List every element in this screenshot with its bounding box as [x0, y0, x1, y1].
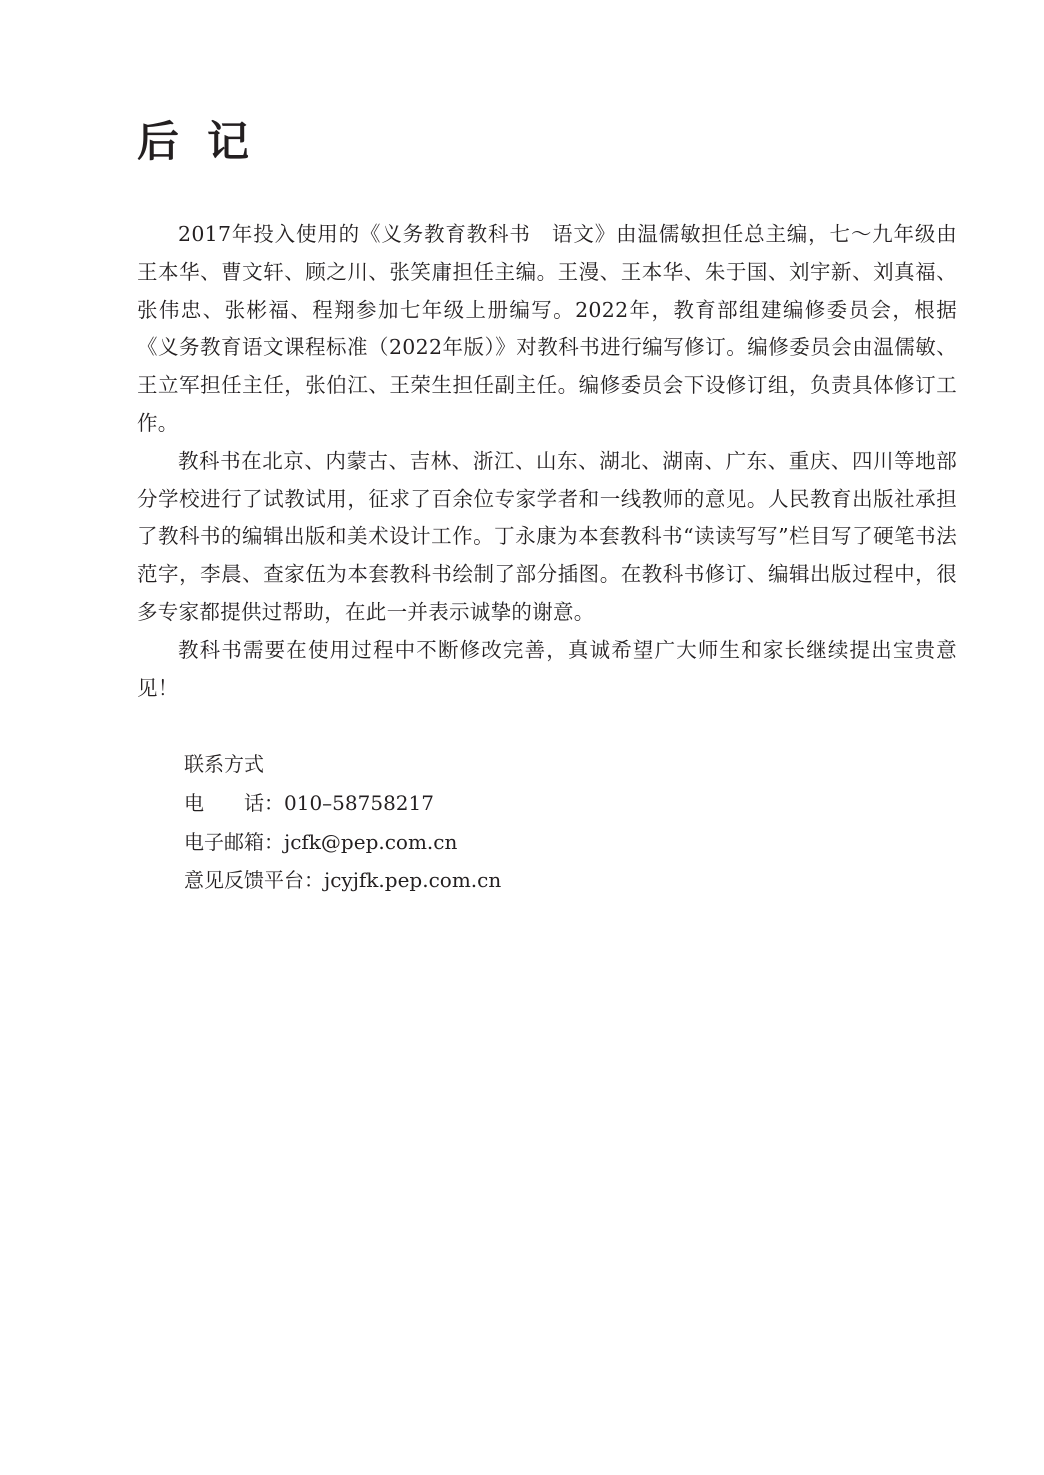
contact-heading: 联系方式 [184, 752, 264, 776]
paragraph-acknowledgements: 教科书在北京、内蒙古、吉林、浙江、山东、湖北、湖南、广东、重庆、四川等地部分学校进行了试教试用，征求了百余位专家学者和一线教师的意见。人民教育出版社承担了教科书的编辑出版和美术设计工作。丁永康为本套教科书“读读写写”栏目写了硬笔书法范字，李晨、查家伍为本套教科书绘制了部分插图。在教科书修订、编辑出版过程中，很多专家都提供过帮助，在此一并表示诚挚的谢意。 [137, 448, 957, 624]
phone-label: 电 话： [184, 790, 284, 815]
paragraph-feedback-request: 教科书需要在使用过程中不断修改完善，真诚希望广大师生和家长继续提出宝贵意见！ [137, 637, 957, 700]
afterword-body [137, 216, 957, 707]
contact-section [184, 745, 784, 900]
phone-value: 010–58758217 [284, 790, 434, 815]
email-label: 电子邮箱： [184, 829, 284, 854]
email-value[interactable]: jcfk@pep.com.cn [284, 829, 458, 854]
contact-phone [184, 784, 784, 823]
contact-feedback-platform [184, 861, 784, 900]
contact-email [184, 823, 784, 862]
page-title: 后记 [137, 117, 278, 166]
feedback-platform-value[interactable]: jcyjfk.pep.com.cn [324, 868, 502, 893]
paragraph-editors: 2017年投入使用的《义务教育教科书 语文》由温儒敏担任总主编，七～九年级由王本华、曹文轩、顾之川、张笑庸担任主编。王漫、王本华、朱于国、刘宇新、刘真福、张伟忠、张彬福、程翔参加七年级上册编写。2022年，教育部组建编修委员会，根据《义务教育语文课程标准（2022年版）》对教科书进行编写修订。编修委员会由温儒敏、王立军担任主任，张伯江、王荣生担任副主任。编修委员会下设修订组，负责具体修订工作。 [137, 222, 957, 435]
feedback-platform-label: 意见反馈平台： [184, 868, 324, 893]
